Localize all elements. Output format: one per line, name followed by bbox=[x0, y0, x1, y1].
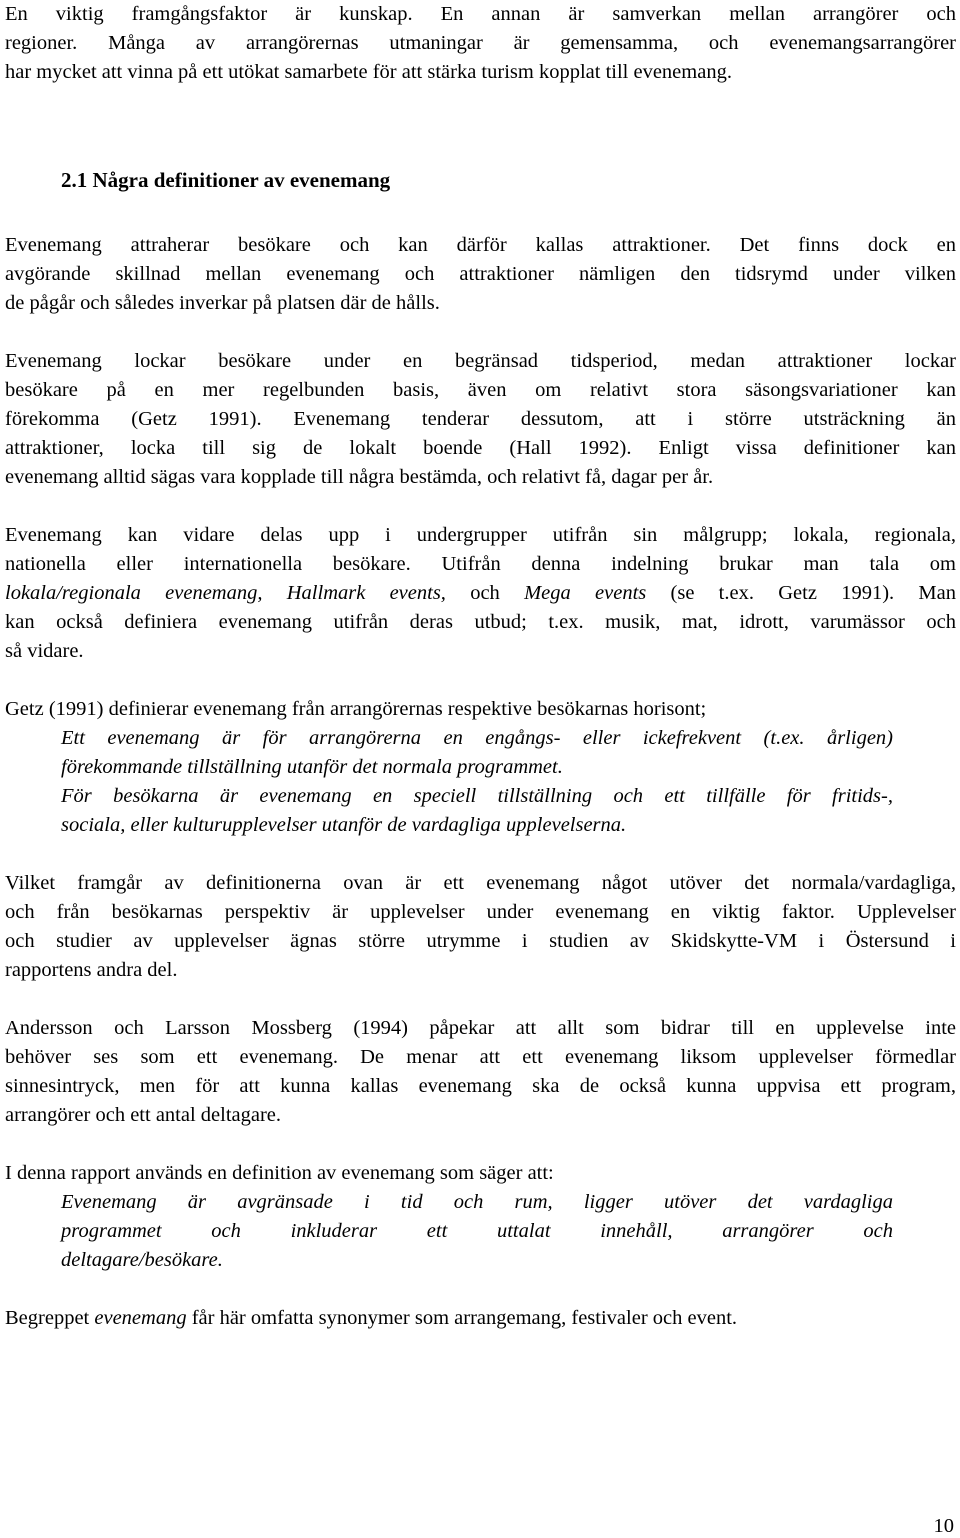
quote-line: Ett evenemang är för arrangörerna en engångs- eller ickefrekvent (t.ex. årligen) bbox=[61, 727, 893, 749]
text-line: de pågår och således inverkar på platsen där de hålls. bbox=[5, 292, 440, 314]
quote-line: Evenemang är avgränsade i tid och rum, ligger utöver det vardagliga bbox=[61, 1191, 893, 1213]
italic-term: Mega events bbox=[524, 582, 647, 604]
quote-definition bbox=[61, 1188, 893, 1275]
text-line: regioner. Många av arrangörernas utmaningar är gemensamma, och evenemangsarrangörer bbox=[5, 32, 956, 54]
text-line: arrangörer och ett antal deltagare. bbox=[5, 1104, 282, 1126]
text-line: attraktioner, locka till sig de lokalt boende (Hall 1992). Enligt vissa definitioner kan bbox=[5, 437, 956, 459]
text-line: nationella eller internationella besökare. Utifrån denna indelning brukar man tala om bbox=[5, 553, 956, 575]
text-line: Evenemang kan vidare delas upp i undergrupper utifrån sin målgrupp; lokala, regionala, bbox=[5, 524, 956, 546]
text-fragment: Begreppet bbox=[5, 1307, 95, 1329]
text-line: avgörande skillnad mellan evenemang och attraktioner nämligen den tidsrymd under vilken bbox=[5, 263, 956, 285]
text-fragment: och bbox=[445, 582, 525, 604]
text-line: förekomma (Getz 1991). Evenemang tenderar dessutom, att i större utsträckning än bbox=[5, 408, 956, 430]
quote-getz bbox=[61, 724, 893, 840]
quote-line: För besökarna är evenemang en speciell tillställning och ett tillfälle för fritids-, bbox=[61, 785, 893, 807]
quote-line: deltagare/besökare. bbox=[61, 1249, 223, 1271]
quote-line: förekommande tillställning utanför det normala programmet. bbox=[61, 756, 563, 778]
text-line: rapportens andra del. bbox=[5, 959, 178, 981]
text-line: I denna rapport används en definition av evenemang som säger att: bbox=[5, 1162, 554, 1184]
section-heading: 2.1 Några definitioner av evenemang bbox=[61, 168, 391, 192]
text-line: och studier av upplevelser ägnas större utrymme i studien av Skidskytte-VM i Östersund i bbox=[5, 930, 956, 952]
text-line: Evenemang lockar besökare under en begränsad tidsperiod, medan attraktioner lockar bbox=[5, 350, 956, 372]
quote-line: sociala, eller kulturupplevelser utanför de vardagliga upplevelserna. bbox=[61, 814, 627, 836]
paragraph-time-period bbox=[5, 347, 956, 492]
text-fragment: får här omfatta synonymer som arrangemang, festivaler och event. bbox=[186, 1307, 738, 1329]
text-line: har mycket att vinna på ett utökat samarbete för att stärka turism kopplat till evenemang. bbox=[5, 61, 732, 83]
text-line: sinnesintryck, men för att kunna kallas evenemang ska de också kunna uppvisa ett program, bbox=[5, 1075, 956, 1097]
paragraph-subgroups bbox=[5, 521, 956, 666]
text-line: och från besökarnas perspektiv är upplevelser under evenemang en viktig faktor. Upplevelser bbox=[5, 901, 956, 923]
quote-line: programmet och inkluderar ett uttalat innehåll, arrangörer och bbox=[61, 1220, 893, 1242]
text-line: Vilket framgår av definitionerna ovan är ett evenemang något utöver det normala/vardagliga, bbox=[5, 872, 956, 894]
italic-term: lokala/regionala evenemang, Hallmark events, bbox=[5, 582, 446, 604]
text-line: Getz (1991) definierar evenemang från arrangörernas respektive besökarnas horisont; bbox=[5, 698, 707, 720]
text-line: evenemang alltid sägas vara kopplade till några bestämda, och relativt få, dagar per år. bbox=[5, 466, 714, 488]
italic-term: evenemang bbox=[94, 1307, 187, 1329]
intro-paragraph bbox=[5, 0, 956, 87]
text-line: En viktig framgångsfaktor är kunskap. En annan är samverkan mellan arrangörer och bbox=[5, 3, 956, 25]
paragraph-definition-intro bbox=[5, 1159, 956, 1188]
text-line: kan också definiera evenemang utifrån deras utbud; t.ex. musik, mat, idrott, varumässor och bbox=[5, 611, 956, 633]
text-line: besökare på en mer regelbunden basis, även om relativt stora säsongsvariationer kan bbox=[5, 379, 956, 401]
paragraph-concept bbox=[5, 1304, 956, 1333]
paragraph-getz-intro bbox=[5, 695, 956, 724]
text-line bbox=[5, 1304, 956, 1333]
page-number: 10 bbox=[933, 1515, 954, 1537]
text-line: Andersson och Larsson Mossberg (1994) påpekar att allt som bidrar till en upplevelse inte bbox=[5, 1017, 956, 1039]
paragraph-attractions bbox=[5, 231, 956, 318]
text-line: Evenemang attraherar besökare och kan därför kallas attraktioner. Det finns dock en bbox=[5, 234, 956, 256]
text-line: så vidare. bbox=[5, 640, 84, 662]
text-fragment: (se t.ex. Getz 1991). Man bbox=[646, 582, 956, 604]
text-line: behöver ses som ett evenemang. De menar att ett evenemang liksom upplevelser förmedlar bbox=[5, 1046, 956, 1068]
text-line bbox=[5, 579, 956, 608]
paragraph-experiences bbox=[5, 869, 956, 985]
paragraph-andersson bbox=[5, 1014, 956, 1130]
